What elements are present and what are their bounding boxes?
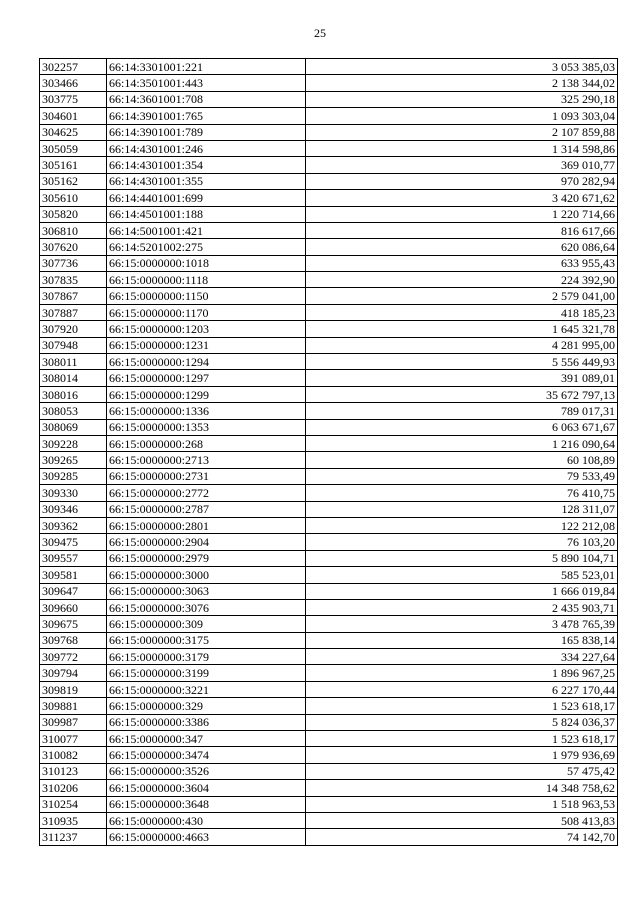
table-row bbox=[40, 321, 618, 337]
cadastral-value-cell: 122 212,08 bbox=[306, 517, 618, 533]
table-row bbox=[40, 419, 618, 435]
cadastral-number-cell: 66:15:0000000:268 bbox=[107, 435, 306, 451]
cadastral-number-cell: 66:14:3901001:765 bbox=[107, 108, 306, 124]
cadastral-value-cell: 76 103,20 bbox=[306, 534, 618, 550]
table-row bbox=[40, 157, 618, 173]
row-id-cell: 309794 bbox=[40, 665, 107, 681]
cadastral-value-cell: 1 896 967,25 bbox=[306, 665, 618, 681]
row-id-cell: 309772 bbox=[40, 649, 107, 665]
row-id-cell: 309768 bbox=[40, 632, 107, 648]
row-id-cell: 309330 bbox=[40, 485, 107, 501]
cadastral-number-cell: 66:15:0000000:3221 bbox=[107, 681, 306, 697]
table-row bbox=[40, 698, 618, 714]
cadastral-value-cell: 1 220 714,66 bbox=[306, 206, 618, 222]
cadastral-value-cell: 2 435 903,71 bbox=[306, 599, 618, 615]
row-id-cell: 309647 bbox=[40, 583, 107, 599]
cadastral-number-cell: 66:15:0000000:3063 bbox=[107, 583, 306, 599]
row-id-cell: 307867 bbox=[40, 288, 107, 304]
cadastral-value-cell: 5 890 104,71 bbox=[306, 550, 618, 566]
table-row bbox=[40, 403, 618, 419]
table-row bbox=[40, 59, 618, 75]
row-id-cell: 310082 bbox=[40, 747, 107, 763]
cadastral-value-cell: 620 086,64 bbox=[306, 239, 618, 255]
cadastral-value-cell: 508 413,83 bbox=[306, 812, 618, 828]
row-id-cell: 309881 bbox=[40, 698, 107, 714]
cadastral-value-cell: 2 107 859,88 bbox=[306, 124, 618, 140]
row-id-cell: 309362 bbox=[40, 517, 107, 533]
row-id-cell: 309475 bbox=[40, 534, 107, 550]
cadastral-value-cell: 57 475,42 bbox=[306, 763, 618, 779]
table-row bbox=[40, 829, 618, 845]
table-row bbox=[40, 649, 618, 665]
cadastral-number-cell: 66:15:0000000:1231 bbox=[107, 337, 306, 353]
row-id-cell: 306810 bbox=[40, 222, 107, 238]
cadastral-value-cell: 1 216 090,64 bbox=[306, 435, 618, 451]
row-id-cell: 308053 bbox=[40, 403, 107, 419]
cadastral-number-cell: 66:15:0000000:1336 bbox=[107, 403, 306, 419]
cadastral-value-cell: 74 142,70 bbox=[306, 829, 618, 845]
row-id-cell: 307835 bbox=[40, 272, 107, 288]
row-id-cell: 305820 bbox=[40, 206, 107, 222]
cadastral-value-cell: 1 666 019,84 bbox=[306, 583, 618, 599]
table-row bbox=[40, 550, 618, 566]
row-id-cell: 309228 bbox=[40, 435, 107, 451]
cadastral-number-cell: 66:15:0000000:1203 bbox=[107, 321, 306, 337]
cadastral-number-cell: 66:15:0000000:347 bbox=[107, 731, 306, 747]
cadastral-number-cell: 66:15:0000000:430 bbox=[107, 812, 306, 828]
page-number: 25 bbox=[314, 26, 326, 40]
row-id-cell: 310935 bbox=[40, 812, 107, 828]
row-id-cell: 305161 bbox=[40, 157, 107, 173]
cadastral-value-cell: 633 955,43 bbox=[306, 255, 618, 271]
cadastral-value-cell: 6 227 170,44 bbox=[306, 681, 618, 697]
table-row bbox=[40, 304, 618, 320]
table-row bbox=[40, 501, 618, 517]
cadastral-number-cell: 66:15:0000000:1118 bbox=[107, 272, 306, 288]
cadastral-number-cell: 66:15:0000000:3179 bbox=[107, 649, 306, 665]
table-row bbox=[40, 255, 618, 271]
cadastral-number-cell: 66:15:0000000:3175 bbox=[107, 632, 306, 648]
table-row bbox=[40, 173, 618, 189]
cadastral-value-cell: 1 523 618,17 bbox=[306, 698, 618, 714]
row-id-cell: 309581 bbox=[40, 567, 107, 583]
cadastral-value-cell: 5 824 036,37 bbox=[306, 714, 618, 730]
row-id-cell: 303466 bbox=[40, 75, 107, 91]
table-row bbox=[40, 124, 618, 140]
row-id-cell: 307887 bbox=[40, 304, 107, 320]
table-row bbox=[40, 731, 618, 747]
row-id-cell: 309987 bbox=[40, 714, 107, 730]
row-id-cell: 310206 bbox=[40, 780, 107, 796]
row-id-cell: 303775 bbox=[40, 91, 107, 107]
table-row bbox=[40, 485, 618, 501]
row-id-cell: 308069 bbox=[40, 419, 107, 435]
cadastral-number-cell: 66:14:4301001:354 bbox=[107, 157, 306, 173]
table-row bbox=[40, 780, 618, 796]
cadastral-value-cell: 35 672 797,13 bbox=[306, 386, 618, 402]
cadastral-value-cell: 816 617,66 bbox=[306, 222, 618, 238]
cadastral-value-cell: 1 979 936,69 bbox=[306, 747, 618, 763]
cadastral-number-cell: 66:14:4301001:246 bbox=[107, 140, 306, 156]
row-id-cell: 308011 bbox=[40, 354, 107, 370]
row-id-cell: 307920 bbox=[40, 321, 107, 337]
cadastral-value-cell: 3 420 671,62 bbox=[306, 190, 618, 206]
row-id-cell: 304601 bbox=[40, 108, 107, 124]
cadastral-number-cell: 66:15:0000000:329 bbox=[107, 698, 306, 714]
table-row bbox=[40, 616, 618, 632]
row-id-cell: 307620 bbox=[40, 239, 107, 255]
cadastral-number-cell: 66:15:0000000:1297 bbox=[107, 370, 306, 386]
cadastral-value-cell: 60 108,89 bbox=[306, 452, 618, 468]
cadastral-number-cell: 66:14:4501001:188 bbox=[107, 206, 306, 222]
cadastral-value-cell: 334 227,64 bbox=[306, 649, 618, 665]
cadastral-number-cell: 66:15:0000000:3648 bbox=[107, 796, 306, 812]
cadastral-number-cell: 66:15:0000000:1353 bbox=[107, 419, 306, 435]
table-row bbox=[40, 468, 618, 484]
cadastral-value-cell: 14 348 758,62 bbox=[306, 780, 618, 796]
table-row bbox=[40, 747, 618, 763]
table-row bbox=[40, 435, 618, 451]
row-id-cell: 309285 bbox=[40, 468, 107, 484]
cadastral-value-cell: 789 017,31 bbox=[306, 403, 618, 419]
table-row bbox=[40, 796, 618, 812]
table-row bbox=[40, 190, 618, 206]
cadastral-value-table bbox=[39, 58, 618, 846]
cadastral-number-cell: 66:14:3301001:221 bbox=[107, 59, 306, 75]
row-id-cell: 308016 bbox=[40, 386, 107, 402]
cadastral-value-cell: 5 556 449,93 bbox=[306, 354, 618, 370]
row-id-cell: 302257 bbox=[40, 59, 107, 75]
cadastral-value-cell: 224 392,90 bbox=[306, 272, 618, 288]
cadastral-value-cell: 79 533,49 bbox=[306, 468, 618, 484]
cadastral-number-cell: 66:14:3901001:789 bbox=[107, 124, 306, 140]
cadastral-number-cell: 66:15:0000000:3526 bbox=[107, 763, 306, 779]
cadastral-value-cell: 970 282,94 bbox=[306, 173, 618, 189]
cadastral-value-cell: 1 093 303,04 bbox=[306, 108, 618, 124]
cadastral-number-cell: 66:15:0000000:3199 bbox=[107, 665, 306, 681]
cadastral-number-cell: 66:15:0000000:2731 bbox=[107, 468, 306, 484]
cadastral-number-cell: 66:15:0000000:1170 bbox=[107, 304, 306, 320]
table-row bbox=[40, 714, 618, 730]
table-row bbox=[40, 599, 618, 615]
row-id-cell: 307736 bbox=[40, 255, 107, 271]
table-row bbox=[40, 370, 618, 386]
cadastral-value-cell: 76 410,75 bbox=[306, 485, 618, 501]
row-id-cell: 309557 bbox=[40, 550, 107, 566]
cadastral-number-cell: 66:15:0000000:2904 bbox=[107, 534, 306, 550]
row-id-cell: 310077 bbox=[40, 731, 107, 747]
cadastral-value-cell: 585 523,01 bbox=[306, 567, 618, 583]
table-row bbox=[40, 337, 618, 353]
cadastral-value-cell: 4 281 995,00 bbox=[306, 337, 618, 353]
cadastral-number-cell: 66:15:0000000:2801 bbox=[107, 517, 306, 533]
table-body bbox=[40, 59, 618, 846]
row-id-cell: 309346 bbox=[40, 501, 107, 517]
row-id-cell: 309819 bbox=[40, 681, 107, 697]
cadastral-value-cell: 369 010,77 bbox=[306, 157, 618, 173]
cadastral-number-cell: 66:15:0000000:2772 bbox=[107, 485, 306, 501]
row-id-cell: 311237 bbox=[40, 829, 107, 845]
cadastral-number-cell: 66:15:0000000:3386 bbox=[107, 714, 306, 730]
table-row bbox=[40, 239, 618, 255]
cadastral-number-cell: 66:15:0000000:3604 bbox=[107, 780, 306, 796]
row-id-cell: 310254 bbox=[40, 796, 107, 812]
cadastral-number-cell: 66:15:0000000:3000 bbox=[107, 567, 306, 583]
table-row bbox=[40, 812, 618, 828]
table-row bbox=[40, 681, 618, 697]
cadastral-value-cell: 2 138 344,02 bbox=[306, 75, 618, 91]
row-id-cell: 309660 bbox=[40, 599, 107, 615]
row-id-cell: 309265 bbox=[40, 452, 107, 468]
cadastral-number-cell: 66:15:0000000:1018 bbox=[107, 255, 306, 271]
cadastral-number-cell: 66:15:0000000:2787 bbox=[107, 501, 306, 517]
table-row bbox=[40, 354, 618, 370]
table-row bbox=[40, 272, 618, 288]
table-row bbox=[40, 386, 618, 402]
cadastral-number-cell: 66:14:5001001:421 bbox=[107, 222, 306, 238]
cadastral-number-cell: 66:15:0000000:3076 bbox=[107, 599, 306, 615]
cadastral-value-cell: 1 518 963,53 bbox=[306, 796, 618, 812]
cadastral-value-cell: 6 063 671,67 bbox=[306, 419, 618, 435]
table-row bbox=[40, 534, 618, 550]
cadastral-value-cell: 1 645 321,78 bbox=[306, 321, 618, 337]
cadastral-number-cell: 66:15:0000000:2979 bbox=[107, 550, 306, 566]
table-row bbox=[40, 91, 618, 107]
row-id-cell: 309675 bbox=[40, 616, 107, 632]
cadastral-value-cell: 3 478 765,39 bbox=[306, 616, 618, 632]
table-row bbox=[40, 583, 618, 599]
cadastral-number-cell: 66:15:0000000:1299 bbox=[107, 386, 306, 402]
cadastral-number-cell: 66:15:0000000:309 bbox=[107, 616, 306, 632]
cadastral-value-cell: 2 579 041,00 bbox=[306, 288, 618, 304]
table-row bbox=[40, 75, 618, 91]
table-row bbox=[40, 665, 618, 681]
table-row bbox=[40, 567, 618, 583]
row-id-cell: 308014 bbox=[40, 370, 107, 386]
cadastral-value-cell: 128 311,07 bbox=[306, 501, 618, 517]
row-id-cell: 305059 bbox=[40, 140, 107, 156]
table-row bbox=[40, 206, 618, 222]
table-row bbox=[40, 632, 618, 648]
cadastral-number-cell: 66:15:0000000:2713 bbox=[107, 452, 306, 468]
table-row bbox=[40, 140, 618, 156]
cadastral-number-cell: 66:14:4301001:355 bbox=[107, 173, 306, 189]
cadastral-value-cell: 3 053 385,03 bbox=[306, 59, 618, 75]
table-row bbox=[40, 517, 618, 533]
cadastral-value-cell: 418 185,23 bbox=[306, 304, 618, 320]
cadastral-value-cell: 325 290,18 bbox=[306, 91, 618, 107]
row-id-cell: 310123 bbox=[40, 763, 107, 779]
row-id-cell: 304625 bbox=[40, 124, 107, 140]
table-row bbox=[40, 452, 618, 468]
cadastral-number-cell: 66:14:3601001:708 bbox=[107, 91, 306, 107]
table-row bbox=[40, 108, 618, 124]
cadastral-value-cell: 1 314 598,86 bbox=[306, 140, 618, 156]
cadastral-number-cell: 66:14:4401001:699 bbox=[107, 190, 306, 206]
cadastral-value-cell: 391 089,01 bbox=[306, 370, 618, 386]
cadastral-number-cell: 66:15:0000000:4663 bbox=[107, 829, 306, 845]
cadastral-number-cell: 66:15:0000000:3474 bbox=[107, 747, 306, 763]
cadastral-number-cell: 66:14:5201002:275 bbox=[107, 239, 306, 255]
table-row bbox=[40, 288, 618, 304]
table-row bbox=[40, 222, 618, 238]
row-id-cell: 307948 bbox=[40, 337, 107, 353]
table-row bbox=[40, 763, 618, 779]
cadastral-value-cell: 165 838,14 bbox=[306, 632, 618, 648]
cadastral-number-cell: 66:15:0000000:1150 bbox=[107, 288, 306, 304]
row-id-cell: 305162 bbox=[40, 173, 107, 189]
cadastral-number-cell: 66:15:0000000:1294 bbox=[107, 354, 306, 370]
cadastral-number-cell: 66:14:3501001:443 bbox=[107, 75, 306, 91]
row-id-cell: 305610 bbox=[40, 190, 107, 206]
cadastral-value-cell: 1 523 618,17 bbox=[306, 731, 618, 747]
